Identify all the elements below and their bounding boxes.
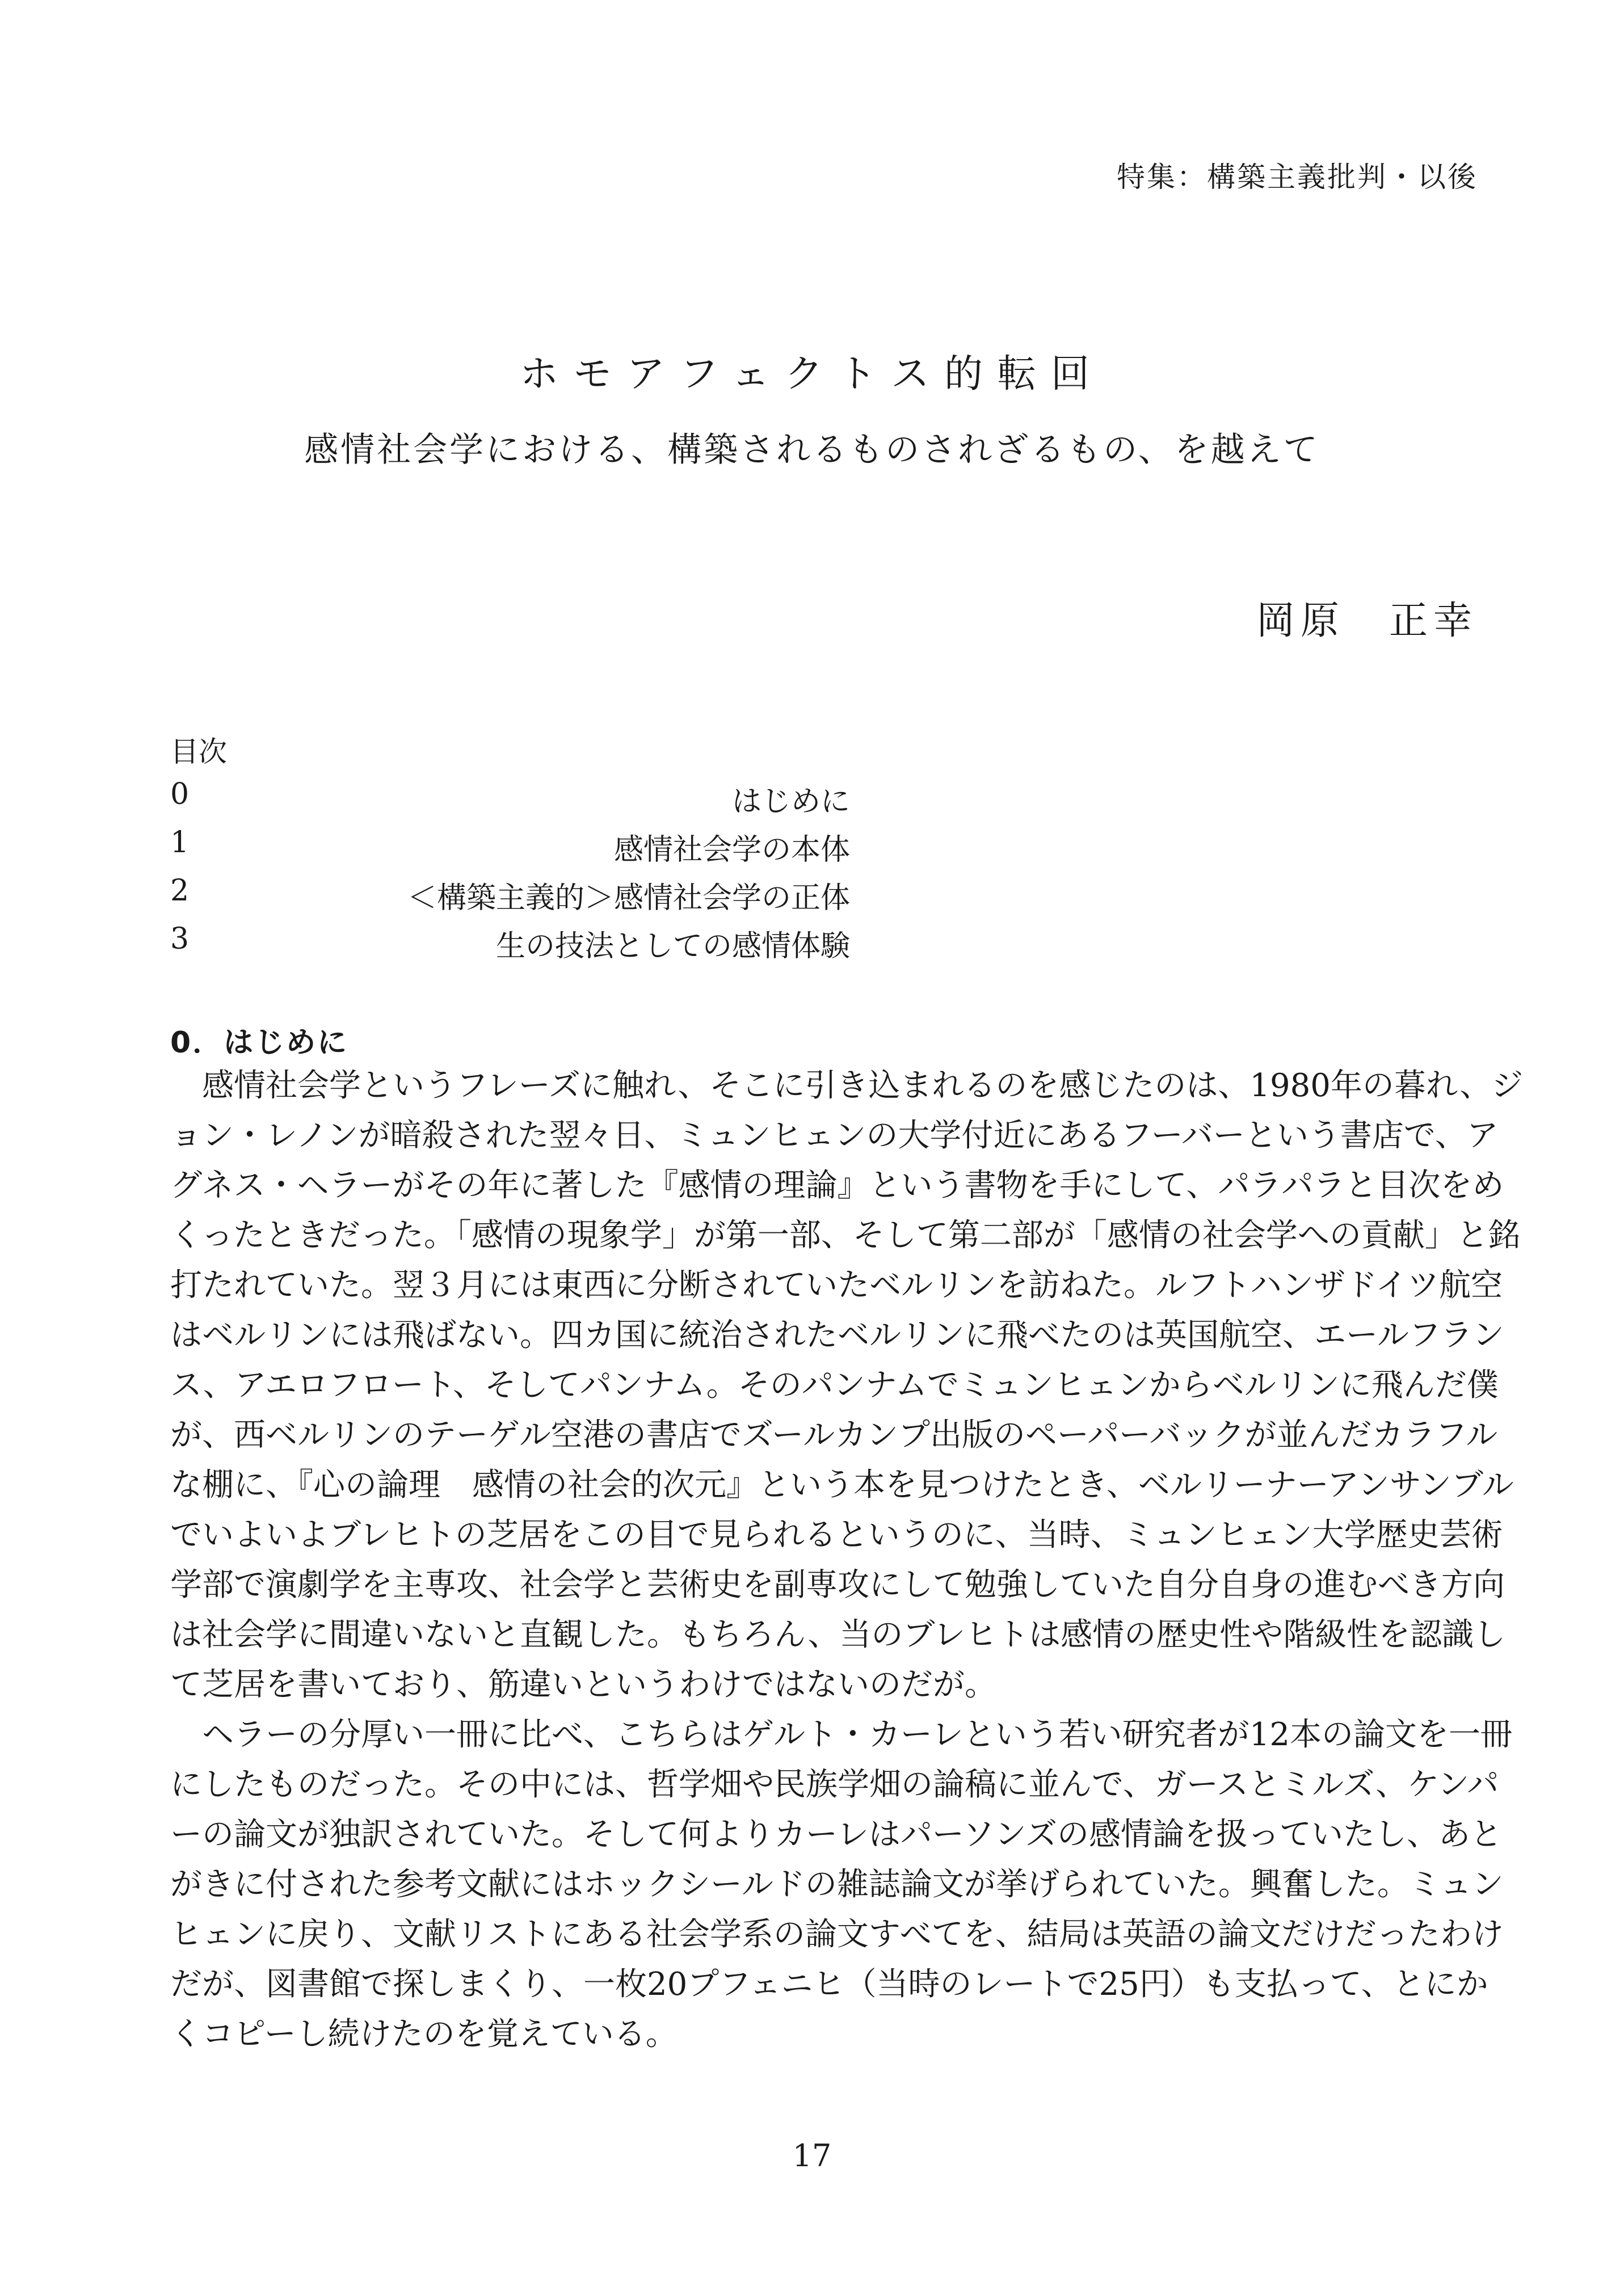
toc-item-number: 1 xyxy=(170,826,190,860)
body-line: 感情社会学というフレーズに触れ、そこに引き込まれるのを感じたのは、1980年の暮れ、ジ xyxy=(170,1067,1524,1104)
toc-item xyxy=(170,922,850,971)
body-line: でいよいよブレヒトの芝居をこの目で見られるというのに、当時、ミュンヒェン大学歴史芸術 xyxy=(170,1517,1503,1553)
body-line: がきに付された参考文献にはホックシールドの雑誌論文が挙げられていた。興奮した。ミュン xyxy=(170,1866,1504,1903)
body-line: にしたものだった。その中には、哲学畑や民族学畑の論稿に並んで、ガースとミルズ、ケンパ xyxy=(170,1766,1499,1803)
body-line: くコピーし続けたのを覚えている。 xyxy=(170,2016,678,2053)
body-line: な棚に、『心の論理 感情の社会的次元』という本を見つけたとき、ベルリーナーアンサンブル xyxy=(170,1467,1514,1504)
toc-heading: 目次 xyxy=(170,735,227,768)
body-line: ヘラーの分厚い一冊に比べ、こちらはゲルト・カーレという若い研究者が12本の論文を一冊 xyxy=(170,1716,1513,1753)
section-heading: 0．はじめに xyxy=(170,1026,349,1060)
body-line: が、西ベルリンのテーゲル空港の書店でズールカンプ出版のペーパーバックが並んだカラフル xyxy=(170,1417,1498,1454)
toc-item xyxy=(170,874,850,923)
toc-item-label: 生の技法としての感情体験 xyxy=(495,929,850,963)
toc-item-number: 2 xyxy=(170,874,190,908)
body-line: だが、図書館で探しまくり、一枚20プフェニヒ（当時のレートで25円）も支払って、とにか xyxy=(170,1966,1488,2003)
body-line: グネス・ヘラーがその年に著した『感情の理論』という書物を手にして、パラパラと目次をめ xyxy=(170,1167,1504,1204)
toc-item xyxy=(170,777,850,826)
body-line: はベルリンには飛ばない。四カ国に統治されたベルリンに飛べたのは英国航空、エールフラン xyxy=(170,1317,1504,1354)
toc-item-number: 3 xyxy=(170,922,190,956)
toc-item-label: ＜構築主義的＞感情社会学の正体 xyxy=(407,881,850,915)
article-subtitle: 感情社会学における、構築されるものされざるもの、を越えて xyxy=(304,430,1320,470)
body-line: 学部で演劇学を主専攻、社会学と芸術史を副専攻にして勉強していた自分自身の進むべき方向 xyxy=(170,1567,1505,1603)
toc-item-number: 0 xyxy=(170,777,190,811)
body-line: ヒェンに戻り、文献リストにある社会学系の論文すべてを、結局は英語の論文だけだったわけ xyxy=(170,1916,1504,1953)
body-line: は社会学に間違いないと直観した。もちろん、当のブレヒトは感情の歴史性や階級性を認識し xyxy=(170,1616,1506,1653)
body-line: ーの論文が独訳されていた。そして何よりカーレはパーソンズの感情論を扱っていたし、あと xyxy=(170,1816,1502,1853)
page-number: 17 xyxy=(792,2138,832,2174)
toc-item xyxy=(170,826,850,874)
article-title: ホモアフェクトス的転回 xyxy=(520,352,1104,397)
body-line: ョン・レノンが暗殺された翌々日、ミュンヒェンの大学付近にあるフーバーという書店で、ア xyxy=(170,1117,1499,1154)
body-line: て芝居を書いており、筋違いというわけではないのだが。 xyxy=(170,1666,996,1703)
body-line: くったときだった。「感情の現象学」が第一部、そして第二部が「感情の社会学への貢献」と銘 xyxy=(170,1217,1520,1254)
section-header-label: 特集：構築主義批判・以後 xyxy=(1117,161,1478,193)
author-name: 岡原 正幸 xyxy=(1256,599,1478,643)
body-line: ス、アエロフロート、そしてパンナム。そのパンナムでミュンヒェンからベルリンに飛んだ僕 xyxy=(170,1367,1499,1404)
toc-item-label: 感情社会学の本体 xyxy=(613,833,850,867)
body-line: 打たれていた。翌３月には東西に分断されていたベルリンを訪ねた。ルフトハンザドイツ航空 xyxy=(170,1267,1503,1304)
toc-item-label: はじめに xyxy=(731,785,850,819)
